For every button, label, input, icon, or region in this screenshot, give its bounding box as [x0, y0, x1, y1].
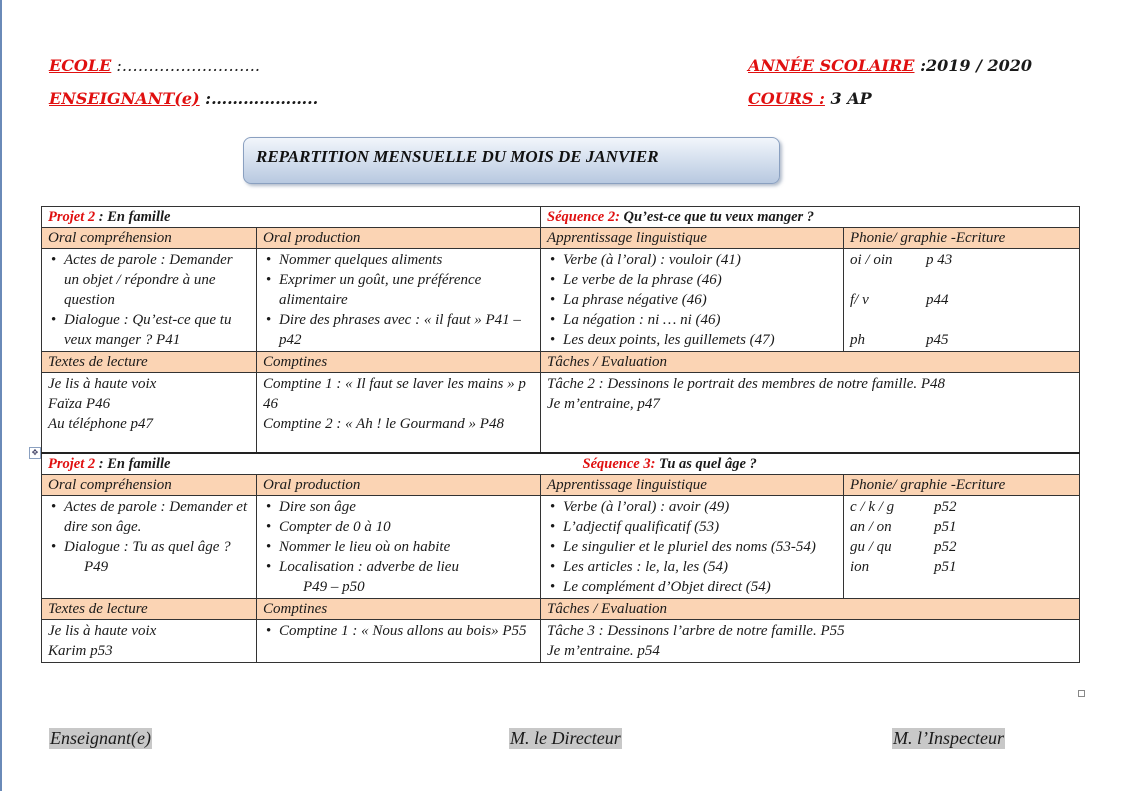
column-header-row-2 — [42, 352, 1080, 373]
header-textes: Textes de lecture — [42, 352, 257, 373]
oral-comprehension-cell — [42, 495, 257, 598]
oral-production-cell — [257, 495, 541, 598]
header-oral-comprehension: Oral compréhension — [42, 474, 257, 495]
content-row-2 — [42, 373, 1080, 453]
annee-line — [748, 56, 1032, 75]
apprentissage-cell — [541, 249, 844, 352]
text-line: Tâche 2 : Dessinons le portrait des membres de notre famille. P48 — [547, 376, 946, 392]
header-phonie: Phonie/ graphie -Ecriture — [844, 474, 1080, 495]
text-line: Comptine 2 : « Ah ! le Gourmand » P48 — [263, 416, 504, 432]
enseignant-line — [49, 89, 318, 108]
header-taches: Tâches / Evaluation — [541, 352, 1080, 373]
list-item: • Comptine 1 : « Nous allons au bois» P55 — [279, 621, 534, 641]
list-item: • Nommer le lieu où on habite — [279, 537, 534, 557]
phonie-item: ph p45 — [850, 332, 949, 348]
page-ref: P49 — [84, 558, 109, 575]
page-left-border — [0, 0, 2, 791]
list-item: • Le singulier et le pluriel des noms (53-54) — [563, 537, 837, 557]
list-item: • Dire son âge — [279, 497, 534, 517]
header-apprentissage: Apprentissage linguistique — [541, 474, 844, 495]
phonie-item: an / on p51 — [850, 518, 957, 535]
enseignant-label: ENSEIGNANT(e) — [49, 89, 200, 108]
sequence-cell: Séquence 3: Tu as quel âge ? — [541, 453, 1080, 475]
header-oral-production: Oral production — [257, 474, 541, 495]
list-item: • Verbe (à l’oral) : avoir (49) — [563, 497, 837, 517]
list-item: • Le complément d’Objet direct (54) — [563, 577, 837, 597]
taches-cell — [541, 373, 1080, 453]
header-comptines: Comptines — [257, 352, 541, 373]
signature-enseignant: Enseignant(e) — [50, 728, 151, 748]
text-line: Je m’entraine. p54 — [547, 642, 660, 659]
signature-directeur: M. le Directeur — [510, 728, 621, 748]
annee-label: ANNÉE SCOLAIRE — [748, 56, 915, 75]
content-row — [42, 249, 1080, 352]
list-item: • La phrase négative (46) — [563, 290, 837, 310]
text-line: Je lis à haute voix — [48, 622, 157, 639]
textes-cell — [42, 373, 257, 453]
cours-line — [748, 89, 872, 108]
signature-inspecteur: M. l’Inspecteur — [893, 728, 1004, 748]
text-line: Tâche 3 : Dessinons l’arbre de notre famille. P55 — [547, 622, 845, 639]
header-oral-comprehension: Oral compréhension — [42, 228, 257, 249]
cours-label: COURS : — [748, 89, 825, 108]
column-header-row — [42, 228, 1080, 249]
phonie-item: gu / qu p52 — [850, 538, 957, 555]
header-apprentissage: Apprentissage linguistique — [541, 228, 844, 249]
ecole-label: ECOLE — [49, 56, 112, 75]
list-item: • Actes de parole : Demander et dire son âge. — [64, 497, 250, 537]
list-item: • La négation : ni … ni (46) — [563, 310, 837, 330]
text-line: Au téléphone p47 — [48, 416, 153, 432]
list-item: • L’adjectif qualificatif (53) — [563, 517, 837, 537]
content-row-2 — [42, 619, 1080, 662]
list-item: • Exprimer un goût, une préférence alimentaire — [279, 270, 534, 310]
annee-value: :2019 / 2020 — [914, 56, 1033, 75]
text-line: Je m’entraine, p47 — [547, 396, 660, 412]
list-item: • Le verbe de la phrase (46) — [563, 270, 837, 290]
header-comptines: Comptines — [257, 598, 541, 619]
phonie-item: f/ v p44 — [850, 292, 949, 308]
content-row — [42, 495, 1080, 598]
enseignant-value: :……………….. — [199, 89, 319, 108]
projet-row — [42, 207, 1080, 228]
projet-row — [42, 453, 1080, 475]
ecole-line — [49, 56, 260, 75]
taches-cell — [541, 619, 1080, 662]
column-header-row-2 — [42, 598, 1080, 619]
list-item: • Verbe (à l’oral) : vouloir (41) — [563, 250, 837, 270]
list-item: • Dialogue : Tu as quel âge ? — [64, 537, 250, 557]
column-header-row — [42, 474, 1080, 495]
list-item: • Actes de parole : Demander un objet / répondre à une question — [64, 250, 250, 310]
header-oral-production: Oral production — [257, 228, 541, 249]
ecole-value: :…………………….. — [111, 56, 260, 75]
oral-production-cell — [257, 249, 541, 352]
table-move-handle-icon[interactable]: ✥ — [29, 447, 41, 459]
repartition-table — [41, 206, 1080, 663]
list-item: • Dire des phrases avec : « il faut » P41 – p42 — [279, 310, 534, 350]
phonie-item: oi / oin p 43 — [850, 252, 953, 268]
text-line: Faïza P46 — [48, 396, 111, 412]
phonie-item: ion p51 — [850, 558, 957, 575]
cours-value: 3 AP — [824, 89, 872, 108]
list-item: • Dialogue : Qu’est-ce que tu veux manger ? P41 — [64, 310, 250, 350]
textes-cell — [42, 619, 257, 662]
list-item: • Les articles : le, la, les (54) — [563, 557, 837, 577]
oral-comprehension-cell — [42, 249, 257, 352]
header-phonie: Phonie/ graphie -Ecriture — [844, 228, 1080, 249]
phonie-item: c / k / g p52 — [850, 498, 957, 515]
header-taches: Tâches / Evaluation — [541, 598, 1080, 619]
text-line: Karim p53 — [48, 642, 113, 659]
list-item: • Localisation : adverbe de lieu — [279, 557, 534, 577]
sequence-cell: Séquence 2: Qu’est-ce que tu veux manger ? — [541, 207, 1080, 228]
page-title: REPARTITION MENSUELLE DU MOIS DE JANVIER — [256, 147, 659, 166]
projet-cell: Projet 2 : En famille — [42, 207, 541, 228]
text-line: Comptine 1 : « Il faut se laver les mains » p 46 — [263, 376, 526, 412]
table-resize-handle[interactable] — [1078, 690, 1085, 697]
header-textes: Textes de lecture — [42, 598, 257, 619]
comptines-cell — [257, 373, 541, 453]
phonie-cell — [844, 249, 1080, 352]
phonie-cell — [844, 495, 1080, 598]
title-box — [243, 137, 780, 184]
list-item: • Les deux points, les guillemets (47) — [563, 330, 837, 350]
comptines-cell — [257, 619, 541, 662]
list-item: • Nommer quelques aliments — [279, 250, 534, 270]
text-line: Je lis à haute voix — [48, 376, 157, 392]
list-item: • Compter de 0 à 10 — [279, 517, 534, 537]
apprentissage-cell — [541, 495, 844, 598]
projet-cell: Projet 2 : En famille — [42, 453, 541, 475]
page-ref: P49 – p50 — [303, 578, 365, 595]
